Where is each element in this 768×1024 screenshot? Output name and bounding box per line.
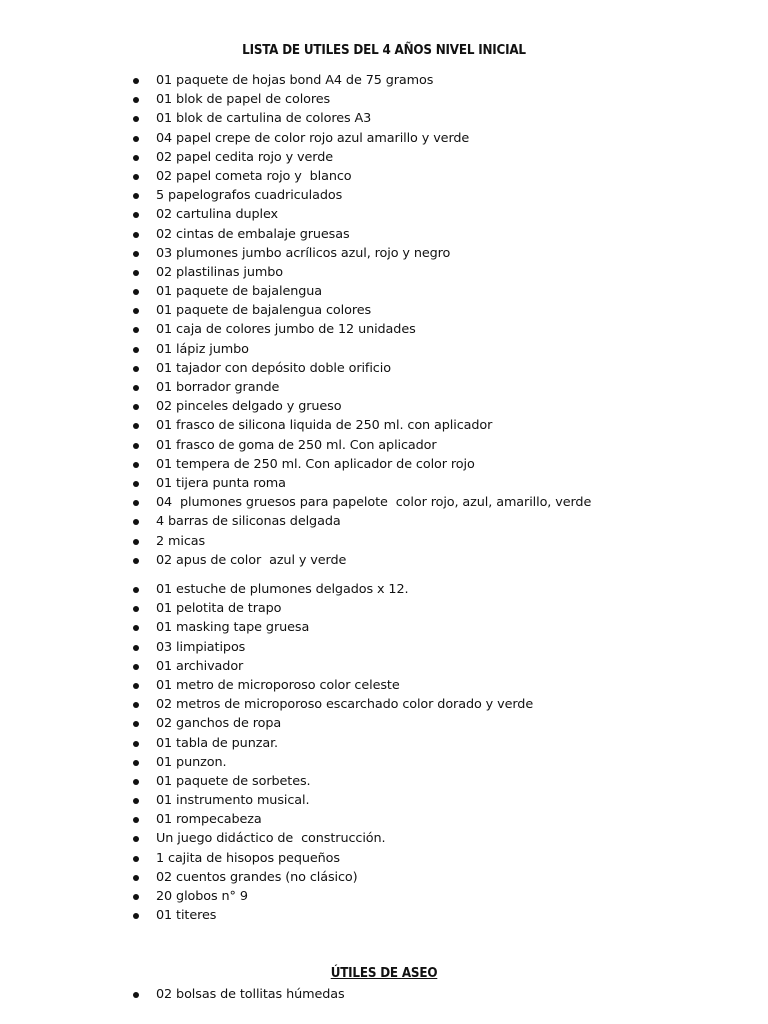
bullet-icon <box>133 875 139 881</box>
list-item <box>0 186 591 205</box>
list-item-text: 01 masking tape gruesa <box>156 620 310 636</box>
bullet-icon <box>133 308 139 314</box>
list-item-text: 4 barras de siliconas delgada <box>156 514 341 530</box>
bullet-icon <box>133 443 139 449</box>
bullet-icon <box>133 347 139 353</box>
list-item-text: 01 estuche de plumones delgados x 12. <box>156 582 409 597</box>
list-item <box>0 791 533 810</box>
list-item <box>0 320 591 339</box>
bullet-icon <box>133 232 139 238</box>
bullet-icon <box>133 116 139 122</box>
supplies-list-secondary <box>0 580 533 925</box>
bullet-icon <box>133 251 139 257</box>
list-item-text: 01 paquete de hojas bond A4 de 75 gramos <box>156 73 434 88</box>
list-item <box>0 167 591 186</box>
list-item <box>0 829 533 848</box>
list-item-text: 5 papelografos cuadriculados <box>156 188 343 204</box>
bullet-icon <box>133 366 139 372</box>
list-item-text: 02 ganchos de ropa <box>156 716 282 732</box>
list-item-text: 03 plumones jumbo acrílicos azul, rojo y negro <box>156 245 451 261</box>
list-item <box>0 90 591 109</box>
bullet-icon <box>133 913 139 919</box>
bullet-icon <box>133 894 139 900</box>
bullet-icon <box>133 779 139 785</box>
list-item <box>0 887 533 906</box>
list-item-text: 01 paquete de bajalengua colores <box>156 303 372 319</box>
list-item-text: 01 blok de cartulina de colores A3 <box>156 111 372 127</box>
list-item-text: 01 paquete de bajalengua <box>156 284 323 300</box>
list-item-text: 01 frasco de goma de 250 ml. Con aplicador <box>156 437 437 453</box>
list-item <box>0 340 591 359</box>
list-item-text: 01 frasco de silicona liquida de 250 ml. con aplicador <box>156 418 493 434</box>
list-item-text: 01 paquete de sorbetes. <box>156 773 311 789</box>
list-item <box>0 244 591 263</box>
bullet-icon <box>133 539 139 545</box>
list-item <box>0 580 533 599</box>
bullet-icon <box>133 721 139 727</box>
list-item-text: 01 caja de colores jumbo de 12 unidades <box>156 322 416 338</box>
document-title: LISTA DE UTILES DEL 4 AÑOS NIVEL INICIAL <box>242 43 526 58</box>
list-item <box>0 71 591 90</box>
list-item-text: 01 tijera punta roma <box>156 475 286 491</box>
bullet-icon <box>133 212 139 218</box>
supplies-list-aseo <box>0 985 345 1004</box>
bullet-icon <box>133 97 139 103</box>
list-item-text: 02 papel cedita rojo y verde <box>156 149 334 165</box>
list-item-text: 02 plastilinas jumbo <box>156 264 283 280</box>
bullet-icon <box>133 587 139 593</box>
bullet-icon <box>133 683 139 689</box>
list-item <box>0 109 591 128</box>
list-item-text: 01 tempera de 250 ml. Con aplicador de color rojo <box>156 456 475 472</box>
list-item-text: 02 pinceles delgado y grueso <box>156 399 342 415</box>
bullet-icon <box>133 741 139 747</box>
bullet-icon <box>133 798 139 804</box>
list-item-text: 01 lápiz jumbo <box>156 341 249 357</box>
list-item <box>0 378 591 397</box>
list-item-text: 1 cajita de hisopos pequeños <box>156 850 340 866</box>
list-item <box>0 532 591 551</box>
list-item-text: 01 archivador <box>156 658 244 674</box>
bullet-icon <box>133 558 139 564</box>
list-item-text: 04 plumones gruesos para papelote color rojo, azul, amarillo, verde <box>156 495 592 511</box>
list-item <box>0 657 533 676</box>
list-item <box>0 359 591 378</box>
list-item <box>0 225 591 244</box>
list-item <box>0 282 591 301</box>
list-item-text: 01 titeres <box>156 908 217 924</box>
bullet-icon <box>133 462 139 468</box>
bullet-icon <box>133 193 139 199</box>
list-item-text: 03 limpiatipos <box>156 639 246 655</box>
list-item <box>0 455 591 474</box>
list-item-text: 02 cintas de embalaje gruesas <box>156 226 350 242</box>
bullet-icon <box>133 836 139 842</box>
list-item <box>0 906 533 925</box>
bullet-icon <box>133 500 139 506</box>
list-item <box>0 436 591 455</box>
list-item-text: Un juego didáctico de construcción. <box>156 831 386 847</box>
list-item <box>0 695 533 714</box>
list-item <box>0 734 533 753</box>
section-title-aseo: ÚTILES DE ASEO <box>330 966 438 981</box>
bullet-icon <box>133 78 139 84</box>
bullet-icon <box>133 702 139 708</box>
list-item-text: 01 rompecabeza <box>156 812 262 828</box>
list-item-text: 01 borrador grande <box>156 380 280 395</box>
list-item <box>0 753 533 772</box>
bullet-icon <box>133 174 139 180</box>
list-item <box>0 772 533 791</box>
list-item-text: 20 globos n° 9 <box>156 889 248 904</box>
list-item <box>0 868 533 887</box>
list-item-text: 02 cartulina duplex <box>156 207 278 223</box>
list-item-text: 01 punzon. <box>156 754 227 770</box>
list-item-text: 2 micas <box>156 533 206 549</box>
list-item <box>0 263 591 282</box>
bullet-icon <box>133 645 139 651</box>
list-item <box>0 512 591 531</box>
list-item-text: 04 papel crepe de color rojo azul amarillo y verde <box>156 130 470 146</box>
list-item-text: 01 tajador con depósito doble orificio <box>156 360 391 376</box>
list-item <box>0 416 591 435</box>
list-item-text: 01 pelotita de trapo <box>156 601 282 617</box>
list-item <box>0 599 533 618</box>
list-item <box>0 397 591 416</box>
bullet-icon <box>133 385 139 391</box>
list-item-text: 02 cuentos grandes (no clásico) <box>156 869 358 885</box>
list-item-text: 01 metro de microporoso color celeste <box>156 677 400 693</box>
list-item-text: 01 tabla de punzar. <box>156 735 279 751</box>
bullet-icon <box>133 817 139 823</box>
bullet-icon <box>133 481 139 487</box>
list-item <box>0 301 591 320</box>
supplies-list-primary <box>0 71 591 570</box>
list-item <box>0 638 533 657</box>
bullet-icon <box>133 423 139 429</box>
bullet-icon <box>133 270 139 276</box>
bullet-icon <box>133 136 139 142</box>
bullet-icon <box>133 519 139 525</box>
list-item <box>0 618 533 637</box>
list-item <box>0 849 533 868</box>
bullet-icon <box>133 992 139 998</box>
bullet-icon <box>133 606 139 612</box>
bullet-icon <box>133 155 139 161</box>
list-item <box>0 493 591 512</box>
list-item <box>0 676 533 695</box>
list-item <box>0 129 591 148</box>
list-item <box>0 474 591 493</box>
list-item <box>0 985 345 1004</box>
list-item-text: 02 bolsas de tollitas húmedas <box>156 987 345 1002</box>
bullet-icon <box>133 289 139 295</box>
list-item <box>0 148 591 167</box>
list-item-text: 02 apus de color azul y verde <box>156 552 347 568</box>
bullet-icon <box>133 327 139 333</box>
list-item-text: 01 instrumento musical. <box>156 793 310 809</box>
list-item <box>0 714 533 733</box>
bullet-icon <box>133 760 139 766</box>
bullet-icon <box>133 404 139 410</box>
list-item <box>0 205 591 224</box>
bullet-icon <box>133 625 139 631</box>
list-item-text: 01 blok de papel de colores <box>156 92 331 108</box>
bullet-icon <box>133 664 139 670</box>
list-item-text: 02 metros de microporoso escarchado color dorado y verde <box>156 697 534 713</box>
list-item-text: 02 papel cometa rojo y blanco <box>156 168 352 184</box>
list-item <box>0 551 591 570</box>
bullet-icon <box>133 856 139 862</box>
list-item <box>0 810 533 829</box>
